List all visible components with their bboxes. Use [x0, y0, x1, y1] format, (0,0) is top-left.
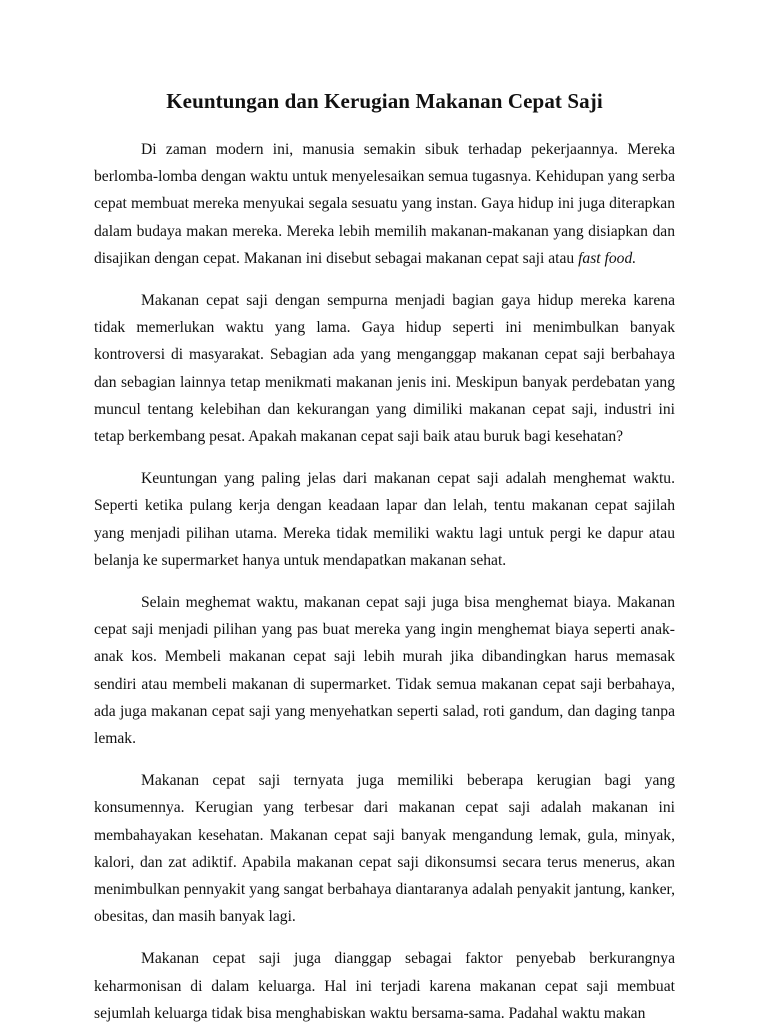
paragraph-1-italic-term: fast food. [578, 249, 637, 267]
paragraph-3: Keuntungan yang paling jelas dari makanan cepat saji adalah menghemat waktu. Seperti ketika pulang kerja dengan keadaan lapar dan lelah, tentu makanan cepat sajilah yang menjadi pilihan utama. Mereka tidak memiliki waktu lagi untuk pergi ke dapur atau belanja ke supermarket hanya untuk mendapatkan makanan sehat. [94, 470, 675, 569]
paragraph-2: Makanan cepat saji dengan sempurna menjadi bagian gaya hidup mereka karena tidak memerlukan waktu yang lama. Gaya hidup seperti ini menimbulkan banyak kontroversi di masyarakat. Sebagian ada yang menganggap makanan cepat saji berbahaya dan sebagian lainnya tetap menikmati makanan jenis ini. Meskipun banyak perdebatan yang muncul tentang kelebihan dan kekurangan yang dimiliki makanan cepat saji, industri ini tetap berkembang pesat. Apakah makanan cepat saji baik atau buruk bagi kesehatan? [94, 292, 675, 446]
paragraph-1 [94, 136, 675, 272]
paragraph-5: Makanan cepat saji ternyata juga memiliki beberapa kerugian bagi yang konsumennya. Kerugian yang terbesar dari makanan cepat saji adalah makanan ini membahayakan kesehatan. Makanan cepat saji banyak mengandung lemak, gula, minyak, kalori, dan zat adiktif. Apabila makanan cepat saji dikonsumsi secara terus menerus, akan menimbulkan pennyakit yang sangat berbahaya diantaranya adalah penyakit jantung, kanker, obesitas, dan masih banyak lagi. [94, 772, 675, 926]
paragraph-6: Makanan cepat saji juga dianggap sebagai faktor penyebab berkurangnya keharmonisan di dalam keluarga. Hal ini terjadi karena makanan cepat saji membuat sejumlah keluarga tidak bisa menghabiskan waktu bersama-sama. Padahal waktu makan [94, 950, 675, 1022]
document-title: Keuntungan dan Kerugian Makanan Cepat Saji [166, 89, 603, 113]
document-body [94, 86, 675, 1024]
paragraph-4: Selain meghemat waktu, makanan cepat saji juga bisa menghemat biaya. Makanan cepat saji menjadi pilihan yang pas buat mereka yang ingin menghemat biaya seperti anak-anak kos. Membeli makanan cepat saji lebih murah jika dibandingkan harus memasak sendiri atau membeli makanan di supermarket. Tidak semua makanan cepat saji berbahaya, ada juga makanan cepat saji yang menyehatkan seperti salad, roti gandum, dan daging tanpa lemak. [94, 594, 675, 748]
paragraph-1-text: Di zaman modern ini, manusia semakin sibuk terhadap pekerjaannya. Mereka berlomba-lomba dengan waktu untuk menyelesaikan semua tugasnya. Kehidupan yang serba cepat membuat mereka menyukai segala sesuatu yang instan. Gaya hidup ini juga diterapkan dalam budaya makan mereka. Mereka lebih memilih makanan-makanan yang disiapkan dan disajikan dengan cepat. Makanan ini disebut sebagai makanan cepat saji atau [94, 141, 675, 267]
